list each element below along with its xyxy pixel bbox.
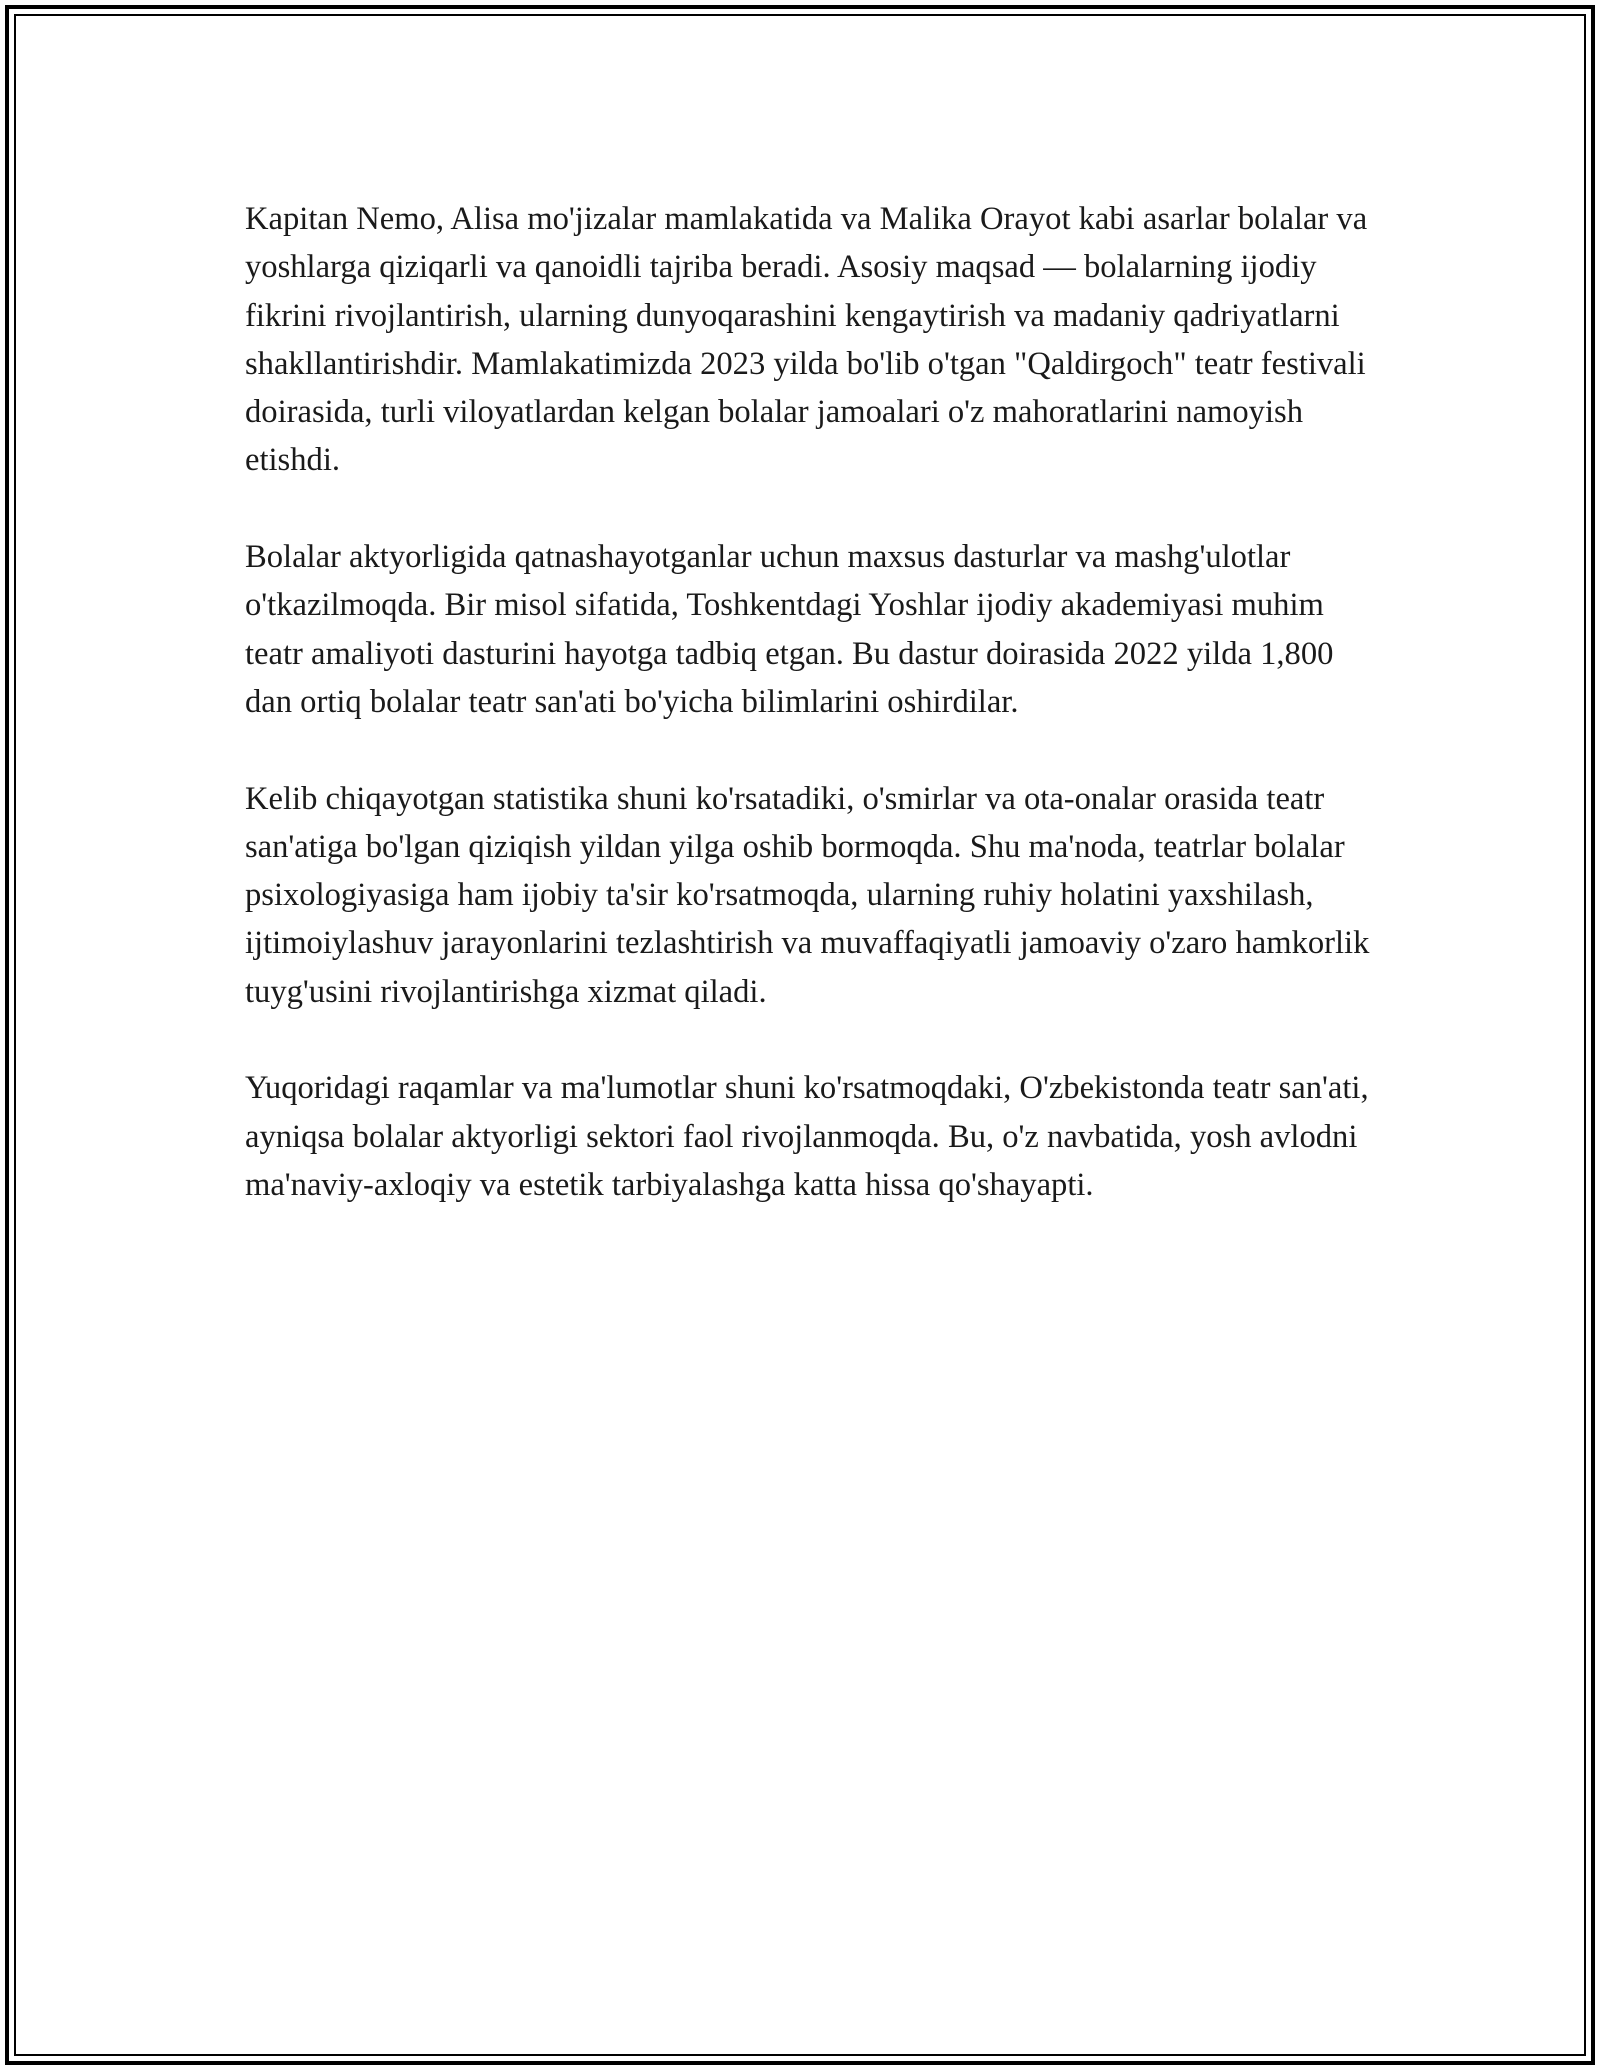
paragraph-3: Kelib chiqayotgan statistika shuni ko'rsatadiki, o'smirlar va ota-onalar orasida teatr san'atiga bo'lgan qiziqish yildan yilga oshib bormoqda. Shu ma'noda, teatrlar bolalar psixologiyasiga ham ijobiy ta'sir ko'rsatmoqda, ularning ruhiy holatini yaxshilash, ijtimoiylashuv jarayonlarini tezlashtirish va muvaffaqiyatli jamoaviy o'zaro hamkorlik tuyg'usini rivojlantirishga xizmat qiladi. (245, 780, 1370, 1010)
page-frame (5, 5, 1595, 2065)
paragraph-1: Kapitan Nemo, Alisa mo'jizalar mamlakatida va Malika Orayot kabi asarlar bolalar va yoshlarga qiziqarli va qanoidli tajriba beradi. Asosiy maqsad — bolalarning ijodiy fikrini rivojlantirish, ularning dunyoqarashini kengaytirish va madaniy qadriyatlarni shakllantirishdir. Mamlakatimizda 2023 yilda bo'lib o'tgan "Qaldirgoch" teatr festivali doirasida, turli viloyatlardan kelgan bolalar jamoalari o'z mahoratlarini namoyish etishdi. (245, 201, 1368, 479)
document-body (245, 195, 1385, 1258)
paragraph-2: Bolalar aktyorligida qatnashayotganlar uchun maxsus dasturlar va mashg'ulotlar o'tkazilmoqda. Bir misol sifatida, Toshkentdagi Yoshlar ijodiy akademiyasi muhim teatr amaliyoti dasturini hayotga tadbiq etgan. Bu dastur doirasida 2022 yilda 1,800 dan ortiq bolalar teatr san'ati bo'yicha bilimlarini oshirdilar. (245, 539, 1334, 720)
paragraph-4: Yuqoridagi raqamlar va ma'lumotlar shuni ko'rsatmoqdaki, O'zbekistonda teatr san'ati, ayniqsa bolalar aktyorligi sektori faol rivojlanmoqda. Bu, o'z navbatida, yosh avlodni ma'naviy-axloqiy va estetik tarbiyalashga katta hissa qo'shayapti. (245, 1070, 1369, 1203)
